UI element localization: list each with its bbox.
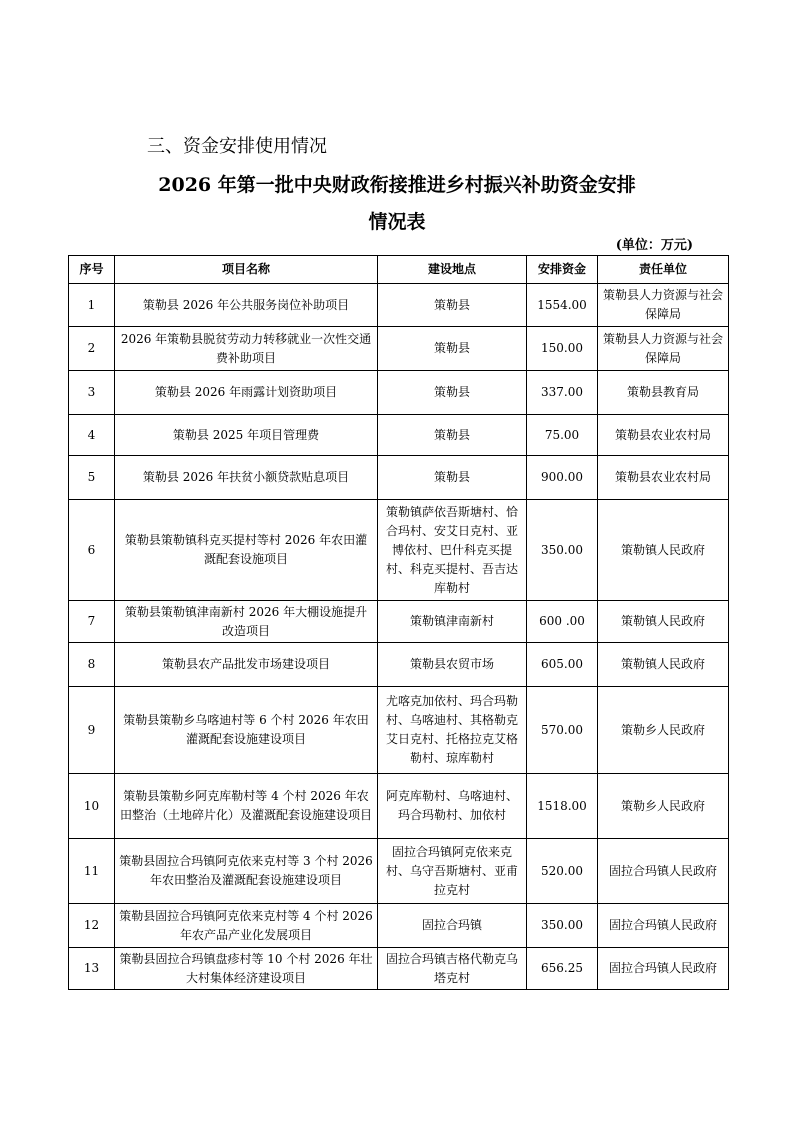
cell-amount: 350.00 [527, 500, 598, 601]
cell-responsible-unit: 策勒县农业农村局 [598, 456, 729, 500]
cell-location: 策勒县 [378, 415, 527, 456]
table-row [69, 415, 729, 456]
cell-location: 策勒镇萨依吾斯塘村、恰合玛村、安艾日克村、亚博依村、巴什科克买提村、科克买提村、吾吉达库勒村 [378, 500, 527, 601]
funding-table [68, 255, 729, 990]
cell-responsible-unit: 固拉合玛镇人民政府 [598, 948, 729, 990]
cell-project-name: 策勒县固拉合玛镇阿克依来克村等 4 个村 2026 年农产品产业化发展项目 [115, 904, 378, 948]
cell-location: 尤喀克加依村、玛合玛勒村、乌喀迪村、其格勒克艾日克村、托格拉克艾格勒村、琼库勒村 [378, 687, 527, 774]
cell-project-name: 策勒县策勒乡乌喀迪村等 6 个村 2026 年农田灌溉配套设施建设项目 [115, 687, 378, 774]
cell-seq: 8 [69, 643, 115, 687]
cell-amount: 520.00 [527, 839, 598, 904]
document-title-line-1: 2026 年第一批中央财政衔接推进乡村振兴补助资金安排 [158, 174, 636, 196]
cell-seq: 6 [69, 500, 115, 601]
cell-project-name: 策勒县策勒乡阿克库勒村等 4 个村 2026 年农田整治（土地碎片化）及灌溉配套设施建设项目 [115, 774, 378, 839]
table-row [69, 948, 729, 990]
header-amount: 安排资金 [527, 256, 598, 284]
cell-responsible-unit: 策勒镇人民政府 [598, 643, 729, 687]
cell-amount: 570.00 [527, 687, 598, 774]
cell-location: 策勒县农贸市场 [378, 643, 527, 687]
cell-location: 阿克库勒村、乌喀迪村、玛合玛勒村、加依村 [378, 774, 527, 839]
cell-responsible-unit: 策勒乡人民政府 [598, 687, 729, 774]
cell-amount: 1518.00 [527, 774, 598, 839]
cell-location: 策勒镇津南新村 [378, 601, 527, 643]
cell-seq: 1 [69, 284, 115, 327]
table-row [69, 500, 729, 601]
table-row [69, 774, 729, 839]
cell-seq: 13 [69, 948, 115, 990]
cell-seq: 7 [69, 601, 115, 643]
table-row [69, 601, 729, 643]
cell-amount: 656.25 [527, 948, 598, 990]
table-row [69, 839, 729, 904]
cell-location: 固拉合玛镇吉格代勒克乌塔克村 [378, 948, 527, 990]
table-row [69, 327, 729, 371]
cell-location: 策勒县 [378, 327, 527, 371]
cell-seq: 9 [69, 687, 115, 774]
cell-location: 固拉合玛镇 [378, 904, 527, 948]
cell-project-name: 2026 年策勒县脱贫劳动力转移就业一次性交通费补助项目 [115, 327, 378, 371]
cell-location: 策勒县 [378, 371, 527, 415]
cell-project-name: 策勒县固拉合玛镇阿克依来克村等 3 个村 2026 年农田整治及灌溉配套设施建设项目 [115, 839, 378, 904]
header-responsible-unit: 责任单位 [598, 256, 729, 284]
cell-responsible-unit: 策勒县人力资源与社会保障局 [598, 327, 729, 371]
cell-responsible-unit: 策勒县农业农村局 [598, 415, 729, 456]
table-row [69, 687, 729, 774]
cell-responsible-unit: 策勒县教育局 [598, 371, 729, 415]
cell-seq: 4 [69, 415, 115, 456]
cell-seq: 12 [69, 904, 115, 948]
cell-responsible-unit: 固拉合玛镇人民政府 [598, 904, 729, 948]
cell-responsible-unit: 策勒县人力资源与社会保障局 [598, 284, 729, 327]
cell-project-name: 策勒县策勒镇科克买提村等村 2026 年农田灌溉配套设施项目 [115, 500, 378, 601]
cell-amount: 350.00 [527, 904, 598, 948]
cell-amount: 1554.00 [527, 284, 598, 327]
table-row [69, 456, 729, 500]
cell-project-name: 策勒县 2026 年雨露计划资助项目 [115, 371, 378, 415]
cell-amount: 605.00 [527, 643, 598, 687]
cell-location: 策勒县 [378, 456, 527, 500]
header-project-name: 项目名称 [115, 256, 378, 284]
cell-amount: 600 .00 [527, 601, 598, 643]
cell-seq: 10 [69, 774, 115, 839]
cell-amount: 75.00 [527, 415, 598, 456]
section-heading: 三、资金安排使用情况 [147, 136, 327, 157]
table-row [69, 643, 729, 687]
cell-project-name: 策勒县 2026 年扶贫小额贷款贴息项目 [115, 456, 378, 500]
table-row [69, 904, 729, 948]
unit-note: (单位：万元) [615, 238, 693, 253]
cell-project-name: 策勒县 2026 年公共服务岗位补助项目 [115, 284, 378, 327]
header-location: 建设地点 [378, 256, 527, 284]
cell-seq: 2 [69, 327, 115, 371]
cell-seq: 5 [69, 456, 115, 500]
cell-responsible-unit: 策勒乡人民政府 [598, 774, 729, 839]
cell-location: 策勒县 [378, 284, 527, 327]
table-row [69, 371, 729, 415]
cell-amount: 337.00 [527, 371, 598, 415]
cell-seq: 11 [69, 839, 115, 904]
cell-responsible-unit: 固拉合玛镇人民政府 [598, 839, 729, 904]
cell-amount: 150.00 [527, 327, 598, 371]
cell-responsible-unit: 策勒镇人民政府 [598, 500, 729, 601]
cell-responsible-unit: 策勒镇人民政府 [598, 601, 729, 643]
cell-project-name: 策勒县固拉合玛镇盘疹村等 10 个村 2026 年壮大村集体经济建设项目 [115, 948, 378, 990]
cell-location: 固拉合玛镇阿克依来克村、乌守吾斯塘村、亚甫拉克村 [378, 839, 527, 904]
cell-amount: 900.00 [527, 456, 598, 500]
cell-project-name: 策勒县农产品批发市场建设项目 [115, 643, 378, 687]
cell-seq: 3 [69, 371, 115, 415]
header-seq: 序号 [69, 256, 115, 284]
document-title-line-2: 情况表 [368, 211, 426, 233]
table-header-row [69, 256, 729, 284]
table-row [69, 284, 729, 327]
cell-project-name: 策勒县 2025 年项目管理费 [115, 415, 378, 456]
cell-project-name: 策勒县策勒镇津南新村 2026 年大棚设施提升改造项目 [115, 601, 378, 643]
